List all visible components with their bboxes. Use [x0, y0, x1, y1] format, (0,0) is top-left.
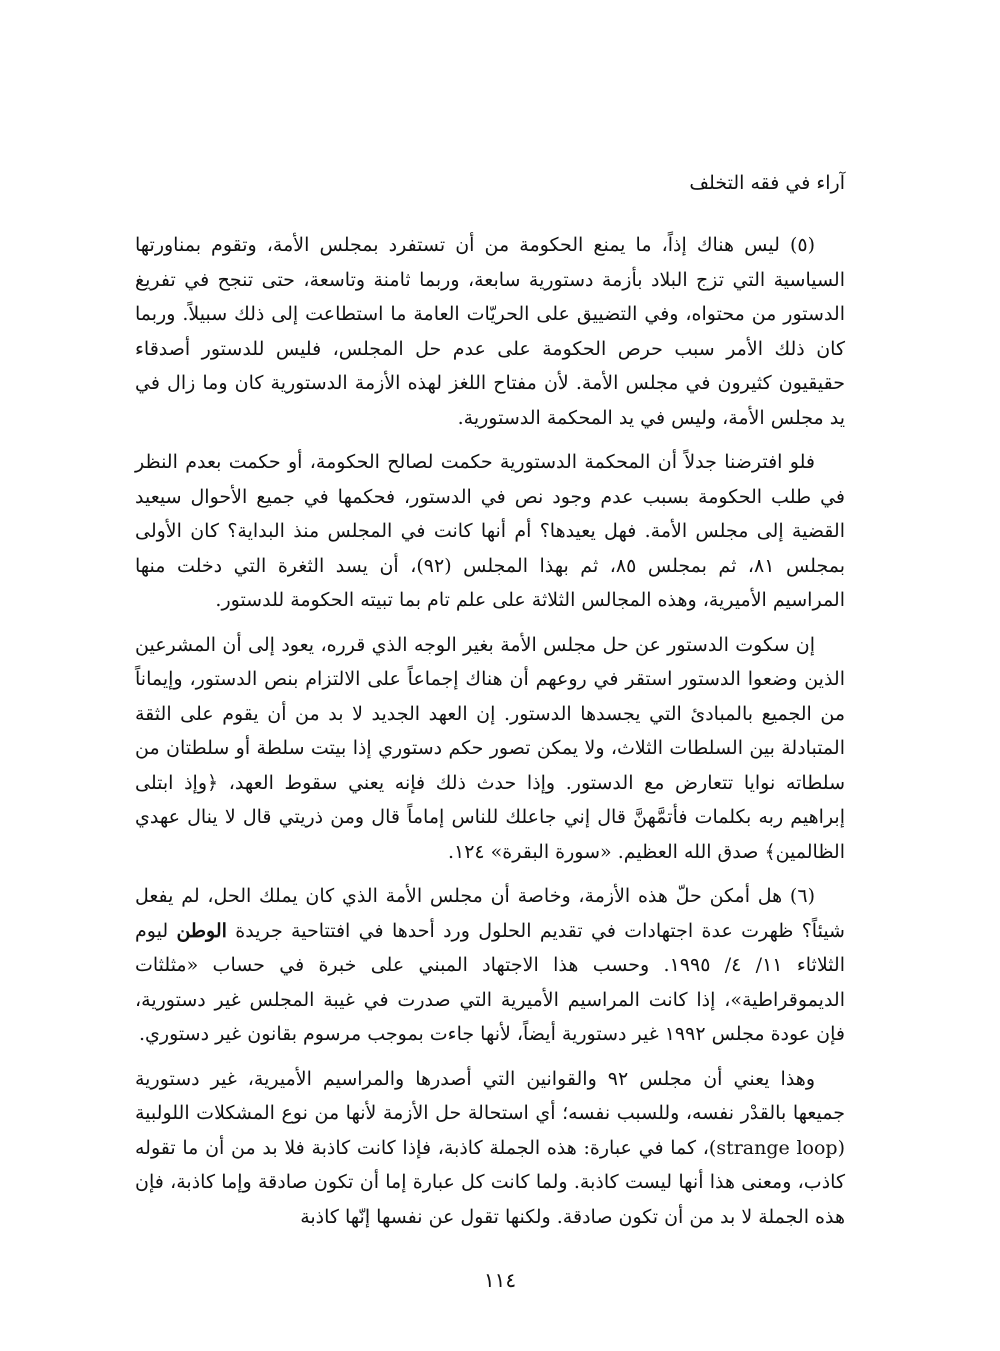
strange-loop-term: strange loop	[716, 1136, 838, 1159]
running-header: آراء في فقه التخلف	[689, 172, 845, 194]
newspaper-name: الوطن	[176, 919, 227, 942]
paragraph-6	[135, 879, 845, 1052]
paragraph-constitution-silence: إن سكوت الدستور عن حل مجلس الأمة بغير الوجه الذي قرره، يعود إلى أن المشرعين الذين وضعوا الدستور استقر في روعهم أن هناك إجماعاً على الالتزام بنص الدستور، وإيماناً من الجميع بالمبادئ التي يجسدها الدستور. إن العهد الجديد لا بد من أن يقوم على الثقة المتبادلة بين السلطات الثلاث، ولا يمكن تصور حكم دستوري إذا بيتت سلطة أو سلطتان من سلطاته نوايا تتعارض مع الدستور. وإذا حدث ذلك فإنه يعني سقوط العهد، ﴿وإذ ابتلى إبراهيم ربه بكلمات فأتمَّهنَّ قال إني جاعلك للناس إماماً قال ومن ذريتي قال لا ينال عهدي الظالمين﴾ صدق الله العظيم. «سورة البقرة» ١٢٤.	[135, 633, 845, 863]
paragraph-strange-loop-before: وهذا يعني أن مجلس ٩٢ والقوانين التي أصدرها والمراسيم الأميرية، غير دستورية جميعها بالقدْر نفسه، وللسبب نفسه؛ أي استحالة حل الأزمة لأنها من نوع المشكلات اللولبية (	[135, 1067, 845, 1159]
body-text	[135, 228, 845, 1244]
page-number: ١١٤	[483, 1268, 517, 1292]
paragraph-5: (٥) ليس هناك إذاً، ما يمنع الحكومة من أن تستفرد بمجلس الأمة، وتقوم بمناورتها السياسية التي تزج البلاد بأزمة دستورية سابعة، وربما ثامنة وتاسعة، حتى تنجح في تفريغ الدستور من محتواه، وفي التضييق على الحريّات العامة ما استطاعت إلى ذلك سبيلاً. وربما كان ذلك الأمر سبب حرص الحكومة على عدم حل المجلس، فليس للدستور أصدقاء حقيقيون كثيرون في مجلس الأمة. لأن مفتاح اللغز لهذه الأزمة الدستورية كان وما زال في يد مجلس الأمة، وليس في يد المحكمة الدستورية.	[135, 234, 846, 429]
paragraph-hypothesis: فلو افترضنا جدلاً أن المحكمة الدستورية حكمت لصالح الحكومة، أو حكمت بعدم النظر في طلب الحكومة بسبب عدم وجود نص في الدستور، فحكمها في جميع الأحوال سيعيد القضية إلى مجلس الأمة. فهل يعيدها؟ أم أنها كانت في المجلس منذ البداية؟ كان الأولى بمجلس ٨١، ثم بمجلس ٨٥، ثم بهذا المجلس (٩٢)، أن يسد الثغرة التي دخلت منها المراسيم الأميرية، وهذه المجالس الثلاثة على علم تام بما تبيته الحكومة للدستور.	[135, 451, 846, 611]
paragraph-strange-loop-after: )، كما في عبارة: هذه الجملة كاذبة، فإذا كانت كاذبة فلا بد من أن ما تقوله كاذب، ومعنى هذا أنها ليست كاذبة. ولما كانت كل عبارة إما أن تكون صادقة وإما كاذبة، فإن هذه الجملة لا بد من أن تكون صادقة. ولكنها تقول عن نفسها إنّها كاذبة	[135, 1136, 845, 1228]
paragraph-6-after: ليوم الثلاثاء ١١/ ٤/ ١٩٩٥. وحسب هذا الاجتهاد المبني على خبرة في حساب «مثلثات الديموقراطية»، إذا كانت المراسيم الأميرية التي صدرت في غيبة المجلس غير دستورية، فإن عودة مجلس ١٩٩٢ غير دستورية أيضاً، لأنها جاءت بموجب مرسوم بقانون غير دستوري.	[135, 919, 845, 1045]
paragraph-strange-loop	[135, 1062, 845, 1235]
paragraph-6-before: (٦) هل أمكن حلّ هذه الأزمة، وخاصة أن مجلس الأمة الذي كان يملك الحل، لم يفعل شيئاً؟ ظهرت عدة اجتهادات في تقديم الحلول ورد أحدها في افتتاحية جريدة	[135, 885, 845, 942]
